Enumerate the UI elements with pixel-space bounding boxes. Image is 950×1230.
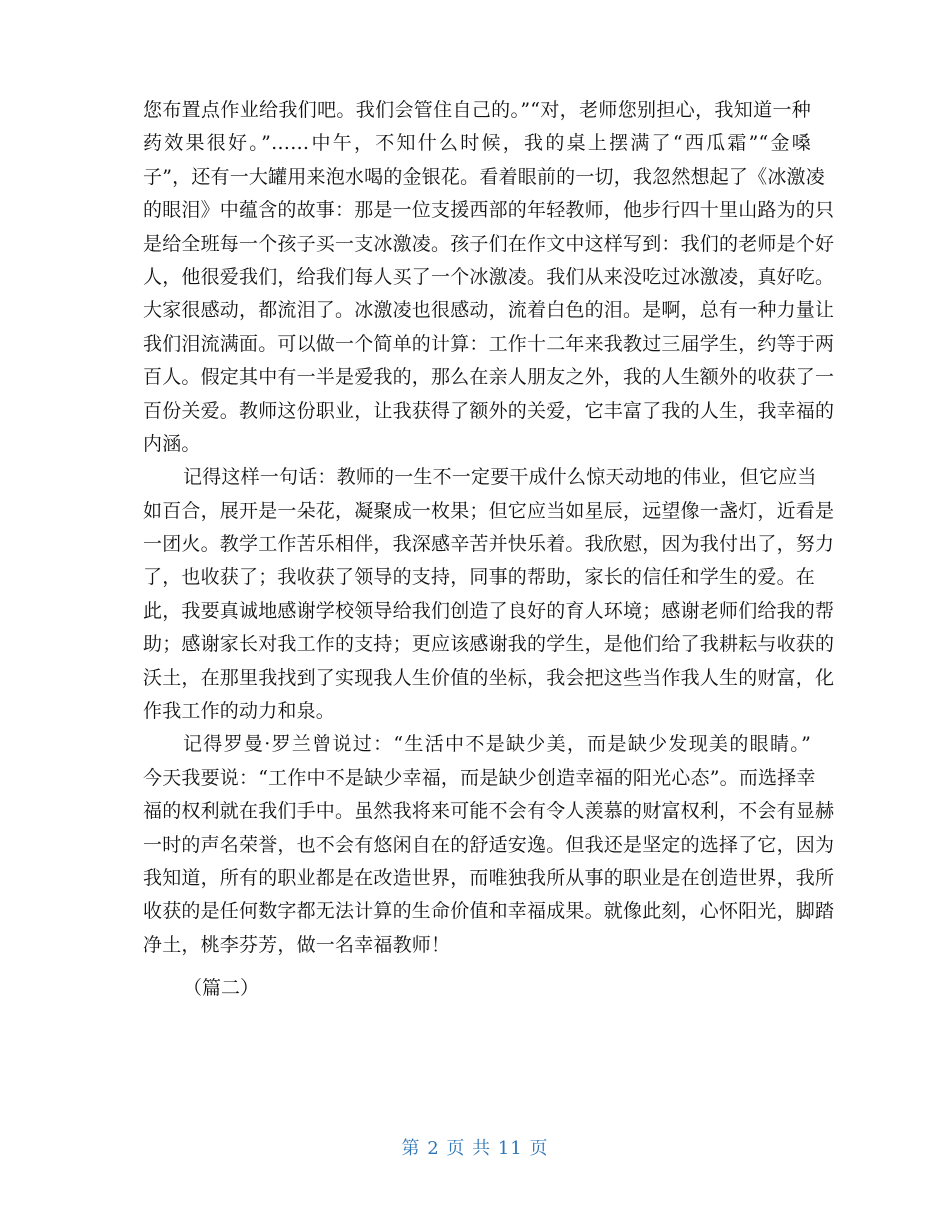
paragraph-line: 此，我要真诚地感谢学校领导给我们创造了良好的育人环境；感谢老师们给我的帮 <box>143 599 835 622</box>
paragraph-line: 百份关爱。教师这份职业，让我获得了额外的关爱，它丰富了我的人生，我幸福的 <box>143 399 835 422</box>
paragraph-line: 记得罗曼·罗兰曾说过：“生活中不是缺少美，而是缺少发现美的眼睛。” <box>183 733 811 756</box>
body-text <box>143 94 835 1006</box>
paragraph-line: 的眼泪》中蕴含的故事：那是一位支援西部的年轻教师，他步行四十里山路为的只 <box>143 199 835 222</box>
paragraph-line: 沃土，在那里我找到了实现我人生价值的坐标，我会把这些当作我人生的财富，化 <box>143 666 835 689</box>
paragraph <box>143 461 835 728</box>
paragraph-line: 子”，还有一大罐用来泡水喝的金银花。看着眼前的一切，我忽然想起了《冰激凌 <box>143 165 825 188</box>
paragraph-line: 记得这样一句话：教师的一生不一定要干成什么惊天动地的伟业，但它应当 <box>183 466 817 489</box>
paragraph-line: 助；感谢家长对我工作的支持；更应该感谢我的学生，是他们给了我耕耘与收获的 <box>143 633 835 656</box>
paragraph-line: 了，也收获了；我收获了领导的支持，同事的帮助，家长的信任和学生的爱。在 <box>143 566 816 589</box>
paragraph-line: 是给全班每一个孩子买一支冰激凌。孩子们在作文中这样写到：我们的老师是个好 <box>143 232 835 255</box>
paragraph-line: 我知道，所有的职业都是在改造世界，而唯独我所从事的职业是在创造世界，我所 <box>143 866 835 889</box>
paragraph-line: 大家很感动，都流泪了。冰激凌也很感动，流着白色的泪。是啊，总有一种力量让 <box>143 299 835 322</box>
paragraph-line: 内涵。 <box>143 432 201 455</box>
paragraph-line: 福的权利就在我们手中。虽然我将来可能不会有令人羡慕的财富权利，不会有显赫 <box>143 800 835 823</box>
paragraph-line: 一团火。教学工作苦乐相伴，我深感辛苦并快乐着。我欣慰，因为我付出了，努力 <box>143 533 835 556</box>
paragraph <box>143 728 835 962</box>
paragraph-line: 作我工作的动力和泉。 <box>143 700 336 723</box>
paragraph <box>143 94 835 461</box>
paragraph-line: 您布置点作业给我们吧。我们会管住自己的。”“对，老师您别担心，我知道一种 <box>143 99 811 121</box>
paragraph-line: 我们泪流满面。可以做一个简单的计算：工作十二年来我教过三届学生，约等于两 <box>143 332 835 355</box>
paragraph-line: 药效果很好。”……中午，不知什么时候，我的桌上摆满了“西瓜霜”“金嗓 <box>143 132 811 155</box>
paragraph-line: 一时的声名荣誉，也不会有悠闲自在的舒适安逸。但我还是坚定的选择了它，因为 <box>143 833 835 856</box>
page-footer: 第 2 页 共 11 页 <box>401 1138 549 1159</box>
paragraph-line: 今天我要说：“工作中不是缺少幸福，而是缺少创造幸福的阳光心态”。而选择幸 <box>143 766 816 789</box>
paragraph-line: 净土，桃李芬芳，做一名幸福教师！ <box>143 933 451 956</box>
paragraph-line: 如百合，展开是一朵花，凝聚成一枚果；但它应当如星辰，远望像一盏灯，近看是 <box>143 499 835 522</box>
paragraph-line: 百人。假定其中有一半是爱我的，那么在亲人朋友之外，我的人生额外的收获了一 <box>143 366 835 389</box>
paragraph-line: 人，他很爱我们，给我们每人买了一个冰激凌。我们从来没吃过冰激凌，真好吃。 <box>143 265 835 288</box>
section-label: （篇二） <box>183 977 260 1000</box>
paragraph-line: 收获的是任何数字都无法计算的生命价值和幸福成果。就像此刻，心怀阳光，脚踏 <box>143 900 835 923</box>
